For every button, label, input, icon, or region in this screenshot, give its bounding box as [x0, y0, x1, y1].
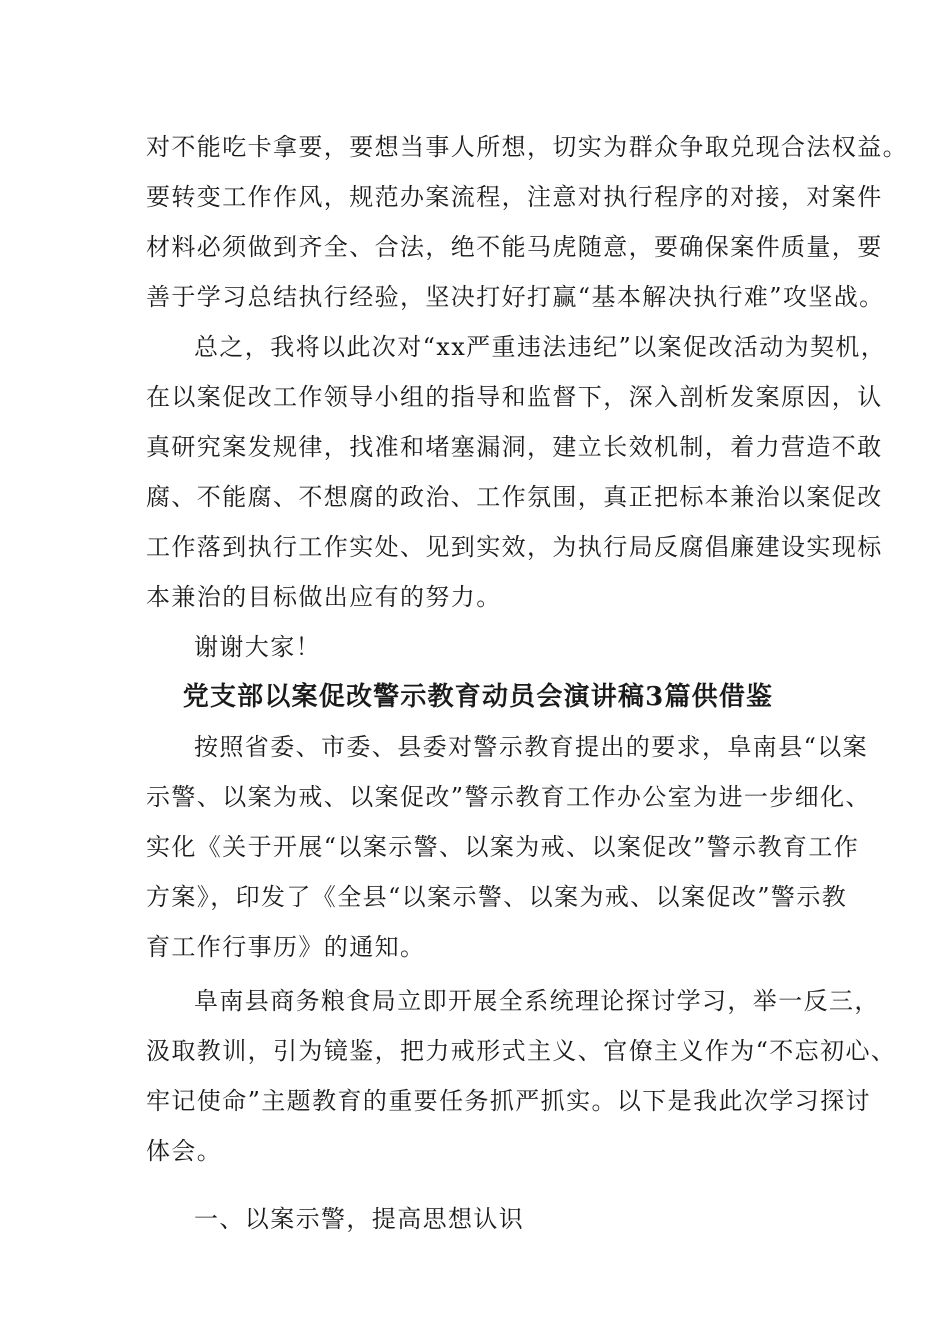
text-line: 阜南县商务粮食局立即开展全系统理论探讨学习，举一反三，: [194, 987, 880, 1015]
text-line: 在以案促改工作领导小组的指导和监督下，深入剖析发案原因，认: [146, 383, 883, 411]
closing-thanks: 谢谢大家！: [194, 633, 321, 661]
text-line: 腐、不能腐、不想腐的政治、工作氛围，真正把标本兼治以案促改: [146, 483, 883, 511]
text-line: 按照省委、市委、县委对警示教育提出的要求，阜南县“以案: [194, 733, 869, 761]
paragraph-intro: [146, 722, 871, 972]
text-line: 善于学习总结执行经验，坚决打好打赢“基本解决执行难”攻坚战。: [146, 283, 885, 311]
text-line: 体会。: [146, 1137, 223, 1165]
document-title: 党支部以案促改警示教育动员会演讲稿3篇供借鉴: [182, 682, 774, 712]
paragraph-bureau: [146, 976, 897, 1176]
text-line: 实化《关于开展“以案示警、以案为戒、以案促改”警示教育工作: [146, 833, 860, 861]
text-line: 本兼治的目标做出应有的努力。: [146, 583, 502, 611]
text-line: 汲取教训，引为镜鉴，把力戒形式主义、官僚主义作为“不忘初心、: [146, 1037, 897, 1065]
text-line: 要转变工作作风，规范办案流程，注意对执行程序的对接，对案件: [146, 183, 883, 211]
text-line: 对不能吃卡拿要，要想当事人所想，切实为群众争取兑现合法权益。: [146, 133, 908, 161]
document-body: [146, 122, 908, 1244]
section-heading: 一、以案示警，提高思想认识: [194, 1205, 525, 1233]
text-line: 工作落到执行工作实处、见到实效，为执行局反腐倡廉建设实现标: [146, 533, 883, 561]
text-line: 真研究案发规律，找准和堵塞漏洞，建立长效机制，着力营造不敢: [146, 433, 883, 461]
text-line: 方案》，印发了《全县“以案示警、以案为戒、以案促改”警示教: [146, 883, 848, 911]
paragraph-summary: [146, 322, 887, 622]
text-line: 牢记使命”主题教育的重要任务抓严抓实。以下是我此次学习探讨: [146, 1087, 871, 1115]
text-line: 育工作行事历》的通知。: [146, 933, 426, 961]
text-line: 材料必须做到齐全、合法，绝不能马虎随意，要确保案件质量，要: [146, 233, 883, 261]
text-line: 示警、以案为戒、以案促改”警示教育工作办公室为进一步细化、: [146, 783, 871, 811]
paragraph-gap: [146, 1176, 810, 1194]
paragraph-continuation: [146, 122, 908, 322]
text-line: 总之，我将以此次对“xx严重违法违纪”以案促改活动为契机，: [194, 333, 887, 361]
